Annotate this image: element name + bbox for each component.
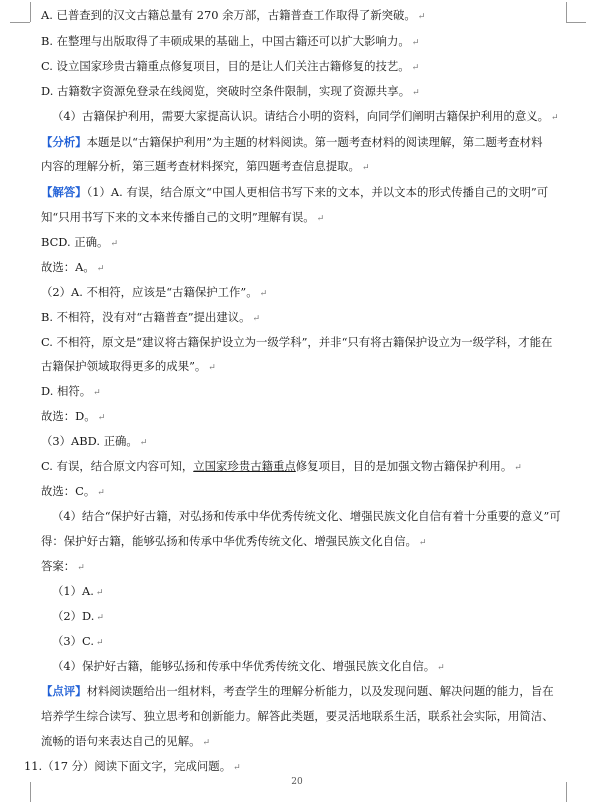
answer-line-5: （2）A. 不相符，应该是“古籍保护工作”。 ↵ (41, 285, 268, 299)
comment-line-3: 流畅的语句来表达自己的见解。 ↵ (41, 734, 211, 748)
answer-heading: 答案： ↵ (41, 559, 85, 573)
answer-2: （2）D. ↵ (52, 609, 104, 623)
crop-mark-top-right-v (566, 2, 567, 22)
answer-line-7: C. 不相符，原文是“建议将古籍保护设立为一级学科”，并非“只有将古籍保护设立为一级学科，才能在 (41, 335, 553, 349)
answer-line-14: （4）结合“保护好古籍，对弘扬和传承中华优秀传统文化、增强民族文化自信有着十分重要的意义”可 (52, 509, 561, 523)
answer-line-4: 故选：A。 ↵ (41, 260, 105, 274)
answer-line-10: 故选：D。 ↵ (41, 409, 106, 423)
comment-line-2: 培养学生综合读写、独立思考和创新能力。解答此类题，要灵活地联系生活，联系社会实际，用简洁、 (41, 709, 554, 723)
crop-mark-top-right-h (566, 22, 586, 23)
analysis-line-2: 内容的理解分析，第三题考查材料探究，第四题考查信息提取。 ↵ (41, 159, 370, 173)
option-b: B. 在整理与出版取得了丰硕成果的基础上，中国古籍还可以扩大影响力。 ↵ (41, 34, 420, 48)
answer-3: （3）C. ↵ (52, 634, 104, 648)
option-d: D. 古籍数字资源免登录在线阅览，突破时空条件限制，实现了资源共享。 ↵ (41, 84, 420, 98)
answer-line-11: （3）ABD. 正确。 ↵ (41, 434, 148, 448)
question-4: （4）古籍保护利用，需要大家提高认识。请结合小明的资料，向同学们阐明古籍保护利用的意义。 ↵ (52, 109, 559, 123)
answer-line-15: 得：保护好古籍，能够弘扬和传承中华优秀传统文化、增强民族文化自信。 ↵ (41, 534, 427, 548)
answer-line-13: 故选：C。 ↵ (41, 484, 105, 498)
answer-line-2: 知“只用书写下来的文本来传播自己的文明”理解有误。 ↵ (41, 210, 325, 224)
analysis-line-1: 【分析】本题是以“古籍保护利用”为主题的材料阅读。第一题考查材料的阅读理解，第二题考查材料 (41, 135, 543, 149)
answer-1: （1）A. ↵ (52, 584, 104, 598)
answer-line-8: 古籍保护领域取得更多的成果”。 ↵ (41, 359, 216, 373)
page-number: 20 (291, 777, 303, 787)
answer-line-1: 【解答】（1）A. 有误，结合原文“中国人更相信书写下来的文本，并以文本的形式传播自己的文明”可 (41, 185, 549, 199)
answer-4: （4）保护好古籍，能够弘扬和传承中华优秀传统文化、增强民族文化自信。 ↵ (52, 659, 445, 673)
option-a: A. 已普查到的汉文古籍总量有 270 余万部，古籍普查工作取得了新突破。 ↵ (41, 8, 426, 22)
crop-mark-top-left-h (10, 22, 30, 23)
answer-tag: 【解答】 (41, 185, 87, 199)
analysis-tag: 【分析】 (41, 135, 87, 149)
comment-line-1: 【点评】材料阅读题给出一组材料，考查学生的理解分析能力，以及发现问题、解决问题的能力，旨在 (41, 684, 554, 698)
answer-line-3: BCD. 正确。 ↵ (41, 235, 118, 249)
answer-line-12: C. 有误，结合原文内容可知，立国家珍贵古籍重点修复项目，目的是加强文物古籍保护利用。 ↵ (41, 459, 522, 473)
option-c: C. 设立国家珍贵古籍重点修复项目，目的是让人们关注古籍修复的技艺。 ↵ (41, 59, 420, 73)
comment-tag: 【点评】 (41, 684, 87, 698)
answer-line-9: D. 相符。 ↵ (41, 384, 101, 398)
question-11: 11.（17 分）阅读下面文字，完成问题。 ↵ (24, 759, 241, 773)
answer-line-6: B. 不相符，没有对“古籍普查”提出建议。 ↵ (41, 310, 261, 324)
crop-mark-top-left-v (30, 2, 31, 22)
